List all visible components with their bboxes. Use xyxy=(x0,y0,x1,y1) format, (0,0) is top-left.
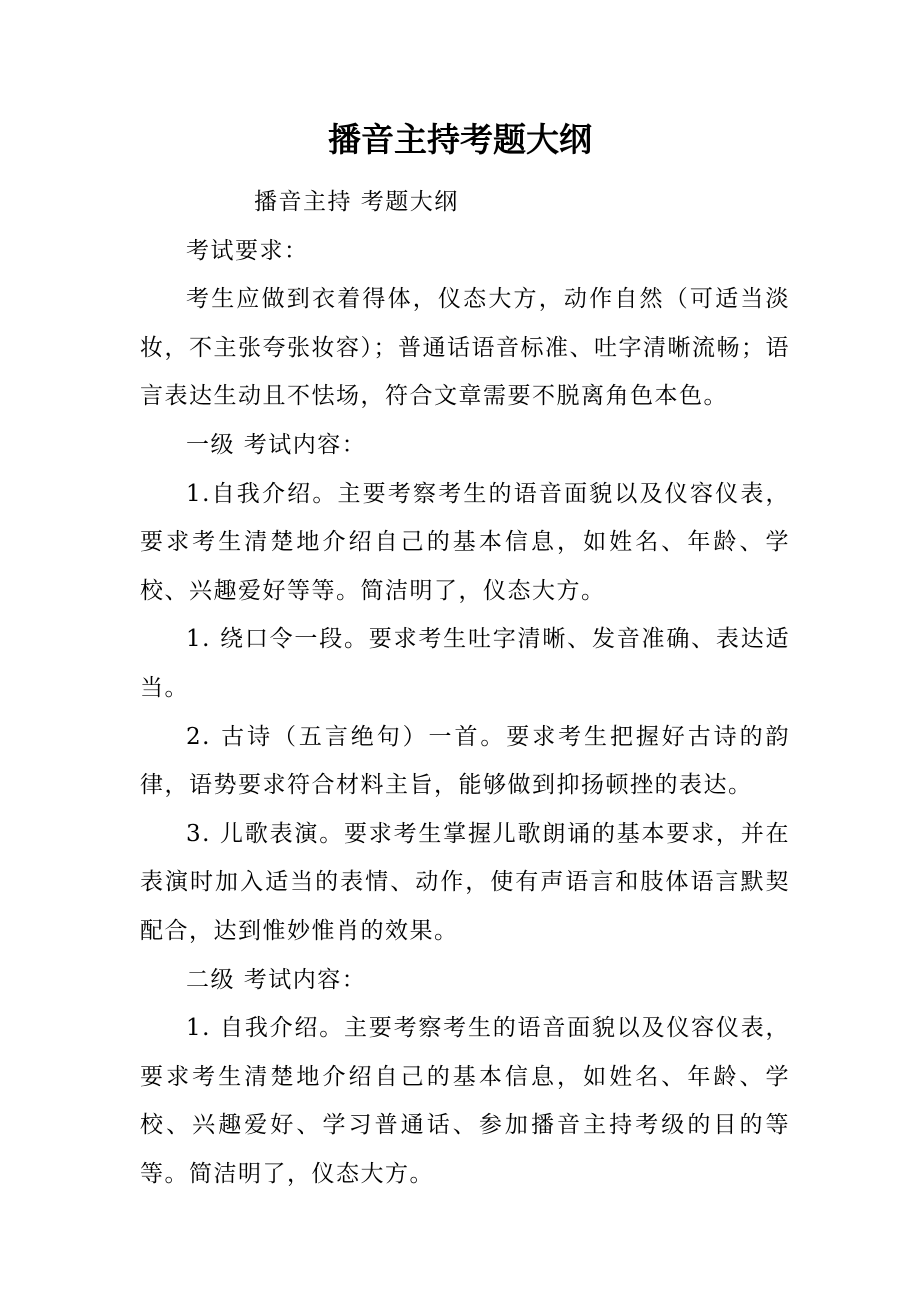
paragraph-level1-tongue-twister: 1. 绕口令一段。要求考生吐字清晰、发音准确、表达适当。 xyxy=(140,626,790,701)
section-heading-exam-requirements: 考试要求： xyxy=(186,237,309,264)
paragraph-level2-self-intro: 1. 自我介绍。主要考察考生的语音面貌以及仪容仪表，要求考生清楚地介绍自己的基本信息，如姓名、年龄、学校、兴趣爱好、学习普通话、参加播音主持考级的目的等等。简洁明了，仪态大方。 xyxy=(140,1015,790,1187)
document-title: 播音主持考题大纲 xyxy=(328,120,592,159)
paragraph-level1-self-intro: 1.自我介绍。主要考察考生的语音面貌以及仪容仪表，要求考生清楚地介绍自己的基本信息，如姓名、年龄、学校、兴趣爱好等等。简洁明了，仪态大方。 xyxy=(140,480,790,604)
paragraph-level1-ancient-poem: 2. 古诗（五言绝句）一首。要求考生把握好古诗的韵律，语势要求符合材料主旨，能够做到抑扬顿挫的表达。 xyxy=(140,723,790,799)
document-body xyxy=(140,178,790,1198)
paragraph-level1-nursery-rhyme: 3. 儿歌表演。要求考生掌握儿歌朗诵的基本要求，并在表演时加入适当的表情、动作，使有声语言和肢体语言默契配合，达到惟妙惟肖的效果。 xyxy=(140,820,790,944)
section-heading-level-1: 一级 考试内容： xyxy=(186,431,367,458)
paragraph-requirements: 考生应做到衣着得体，仪态大方，动作自然（可适当淡妆，不主张夸张妆容）；普通话语音标准、吐字清晰流畅；语言表达生动且不怯场，符合文章需要不脱离角色本色。 xyxy=(140,286,790,410)
document-subtitle: 播音主持 考题大纲 xyxy=(254,189,459,215)
section-heading-level-2: 二级 考试内容： xyxy=(186,966,367,993)
